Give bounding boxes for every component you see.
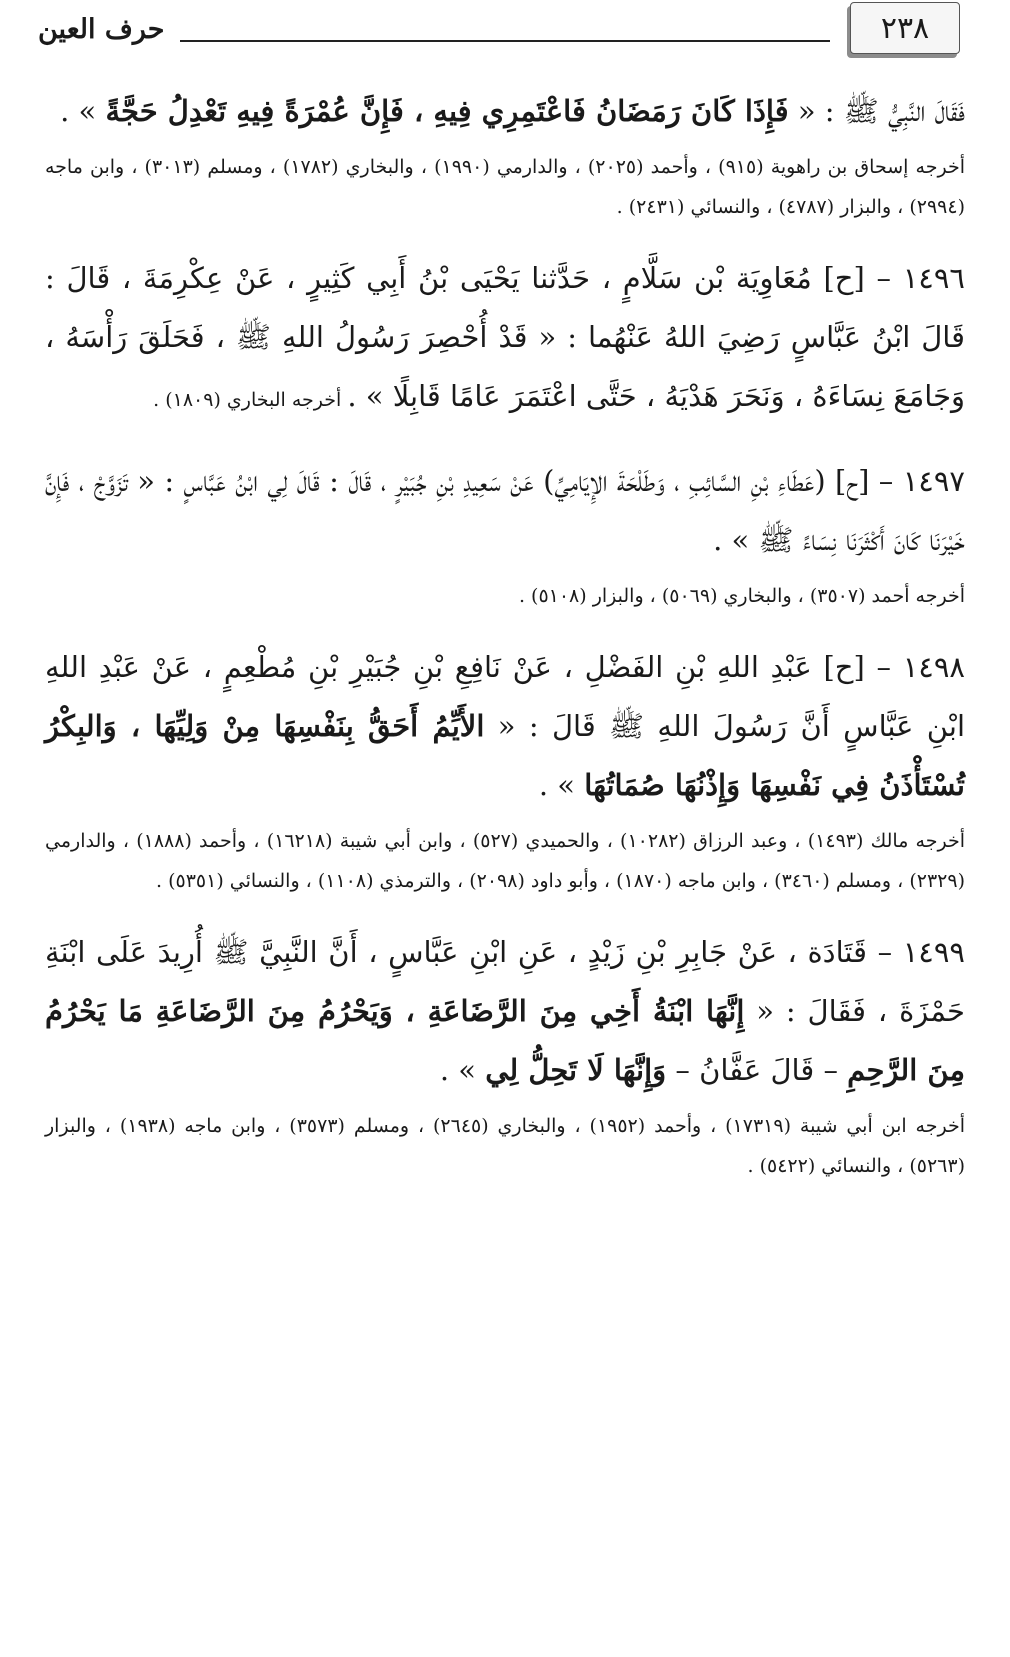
running-title: حرف العين (38, 14, 165, 45)
takhrij-inline: أخرجه البخاري (١٨٠٩) . (153, 389, 348, 411)
hadith-quote-2: وَإِنَّهَا لَا تَحِلُّ لِي (485, 1053, 667, 1087)
hadith-text: ١٤٩٧ – [ح] (عَطَاءِ بْنِ السَّائِبِ ، وَطَلْحَةَ الإِيَامِيِّ) عَنْ سَعِيدِ بْنِ جُبَيْرٍ ، قَالَ : قَالَ لِي ابْنُ عَبَّاسٍ : « تَزَوَّجْ ، فَإِنَّ خَيْرَنَا كَانَ أَكْثَرَنَا نِسَاءً ﷺ » . (45, 464, 965, 557)
entry-continuation (45, 82, 965, 227)
hadith-quote: إِنَّهَا ابْنَةُ أَخِي مِنَ الرَّضَاعَةِ ، وَيَحْرُمُ مِنَ الرَّضَاعَةِ مَا يَحْرُمُ مِنَ الرَّحِمِ (45, 994, 965, 1087)
hadith-text: فَقَالَ النَّبِيُّ ﷺ : « فَإِذَا كَانَ رَمَضَانُ فَاعْتَمِرِي فِيهِ ، فَإِنَّ عُمْرَةً فِيهِ تَعْدِلُ حَجَّةً » . (60, 94, 965, 128)
page-content (45, 82, 965, 1186)
takhrij-note: أخرجه أحمد (٣٥٠٧) ، والبخاري (٥٠٦٩) ، والبزار (٥١٠٨) . (518, 585, 965, 607)
takhrij-note: أخرجه ابن أبي شيبة (١٧٣١٩) ، وأحمد (١٩٥٢) ، والبخاري (٢٦٤٥) ، ومسلم (٣٥٧٣) ، وابن ماجه (١٩٣٨) ، والبزار (٥٢٦٣) ، والنسائي (٥٤٢٢) . (45, 1115, 965, 1177)
takhrij-note: أخرجه إسحاق بن راهوية (٩١٥) ، وأحمد (٢٠٢٥) ، والدارمي (١٩٩٠) ، والبخاري (١٧٨٢) ، ومسلم (٣٠١٣) ، وابن ماجه (٢٩٩٤) ، والبزار (٤٧٨٧) ، والنسائي (٢٤٣١) . (45, 156, 965, 218)
page-number-box (850, 2, 960, 54)
entry-1498 (45, 638, 965, 901)
entry-1496 (45, 249, 965, 430)
hadith-quote: الأَيِّمُ أَحَقُّ بِنَفْسِهَا مِنْ وَلِيِّهَا ، وَالبِكْرُ تُسْتَأْذَنُ فِي نَفْسِهَا وَإِذْنُهَا صُمَاتُهَا (45, 709, 965, 802)
hadith-text: ١٤٩٩ – قَتَادَة ، عَنْ جَابِرِ بْنِ زَيْدٍ ، عَنِ ابْنِ عَبَّاسٍ ، أَنَّ النَّبِيَّ ﷺ أُرِيدَ عَلَى ابْنَةِ حَمْزَةَ ، فَقَالَ : « إِنَّهَا ابْنَةُ أَخِي مِنَ الرَّضَاعَةِ ، وَيَحْرُمُ مِنَ الرَّضَاعَةِ مَا يَحْرُمُ مِنَ الرَّحِمِ – قَالَ عَفَّانُ – وَإِنَّهَا لَا تَحِلُّ لِي » . (45, 935, 965, 1087)
hadith-quote: فَإِذَا كَانَ رَمَضَانُ فَاعْتَمِرِي فِيهِ ، فَإِنَّ عُمْرَةً فِيهِ تَعْدِلُ حَجَّةً (105, 94, 789, 128)
page-number: ٢٣٨ (880, 10, 930, 46)
hadith-text: ١٤٩٦ – [ح] مُعَاوِيَة بْن سَلَّامٍ ، حَدَّثنا يَحْيَى بْنُ أَبِي كَثِيرٍ ، عَنْ عِكْرِمَةَ ، قَالَ : قَالَ ابْنُ عَبَّاسٍ رَضِيَ اللهُ عَنْهُما : « قَدْ أُحْصِرَ رَسُولُ اللهِ ﷺ ، فَحَلَقَ رَأْسَهُ ، وَجَامَعَ نِسَاءَهُ ، وَنَحَرَ هَدْيَهُ ، حَتَّى اعْتَمَرَ عَامًا قَابِلًا » . أخرجه البخاري (١٨٠٩) . (45, 261, 965, 413)
entry-1499 (45, 923, 965, 1186)
header-rule (180, 40, 830, 42)
takhrij-note: أخرجه مالك (١٤٩٣) ، وعبد الرزاق (١٠٢٨٢) ، والحميدي (٥٢٧) ، وابن أبي شيبة (١٦٢١٨) ، وأحمد (١٨٨٨) ، والدارمي (٢٣٢٩) ، ومسلم (٣٤٦٠) ، وابن ماجه (١٨٧٠) ، وأبو داود (٢٠٩٨) ، والترمذي (١١٠٨) ، والنسائي (٥٣٥١) . (45, 830, 965, 892)
entry-1497 (45, 452, 965, 616)
hadith-text: ١٤٩٨ – [ح] عَبْدِ اللهِ بْنِ الفَضْلِ ، عَنْ نَافِعِ بْنِ جُبَيْرِ بْنِ مُطْعِمٍ ، عَنْ عَبْدِ اللهِ ابْنِ عَبَّاسٍ أَنَّ رَسُولَ اللهِ ﷺ قَالَ : « الأَيِّمُ أَحَقُّ بِنَفْسِهَا مِنْ وَلِيِّهَا ، وَالبِكْرُ تُسْتَأْذَنُ فِي نَفْسِهَا وَإِذْنُهَا صُمَاتُهَا » . (45, 650, 965, 802)
